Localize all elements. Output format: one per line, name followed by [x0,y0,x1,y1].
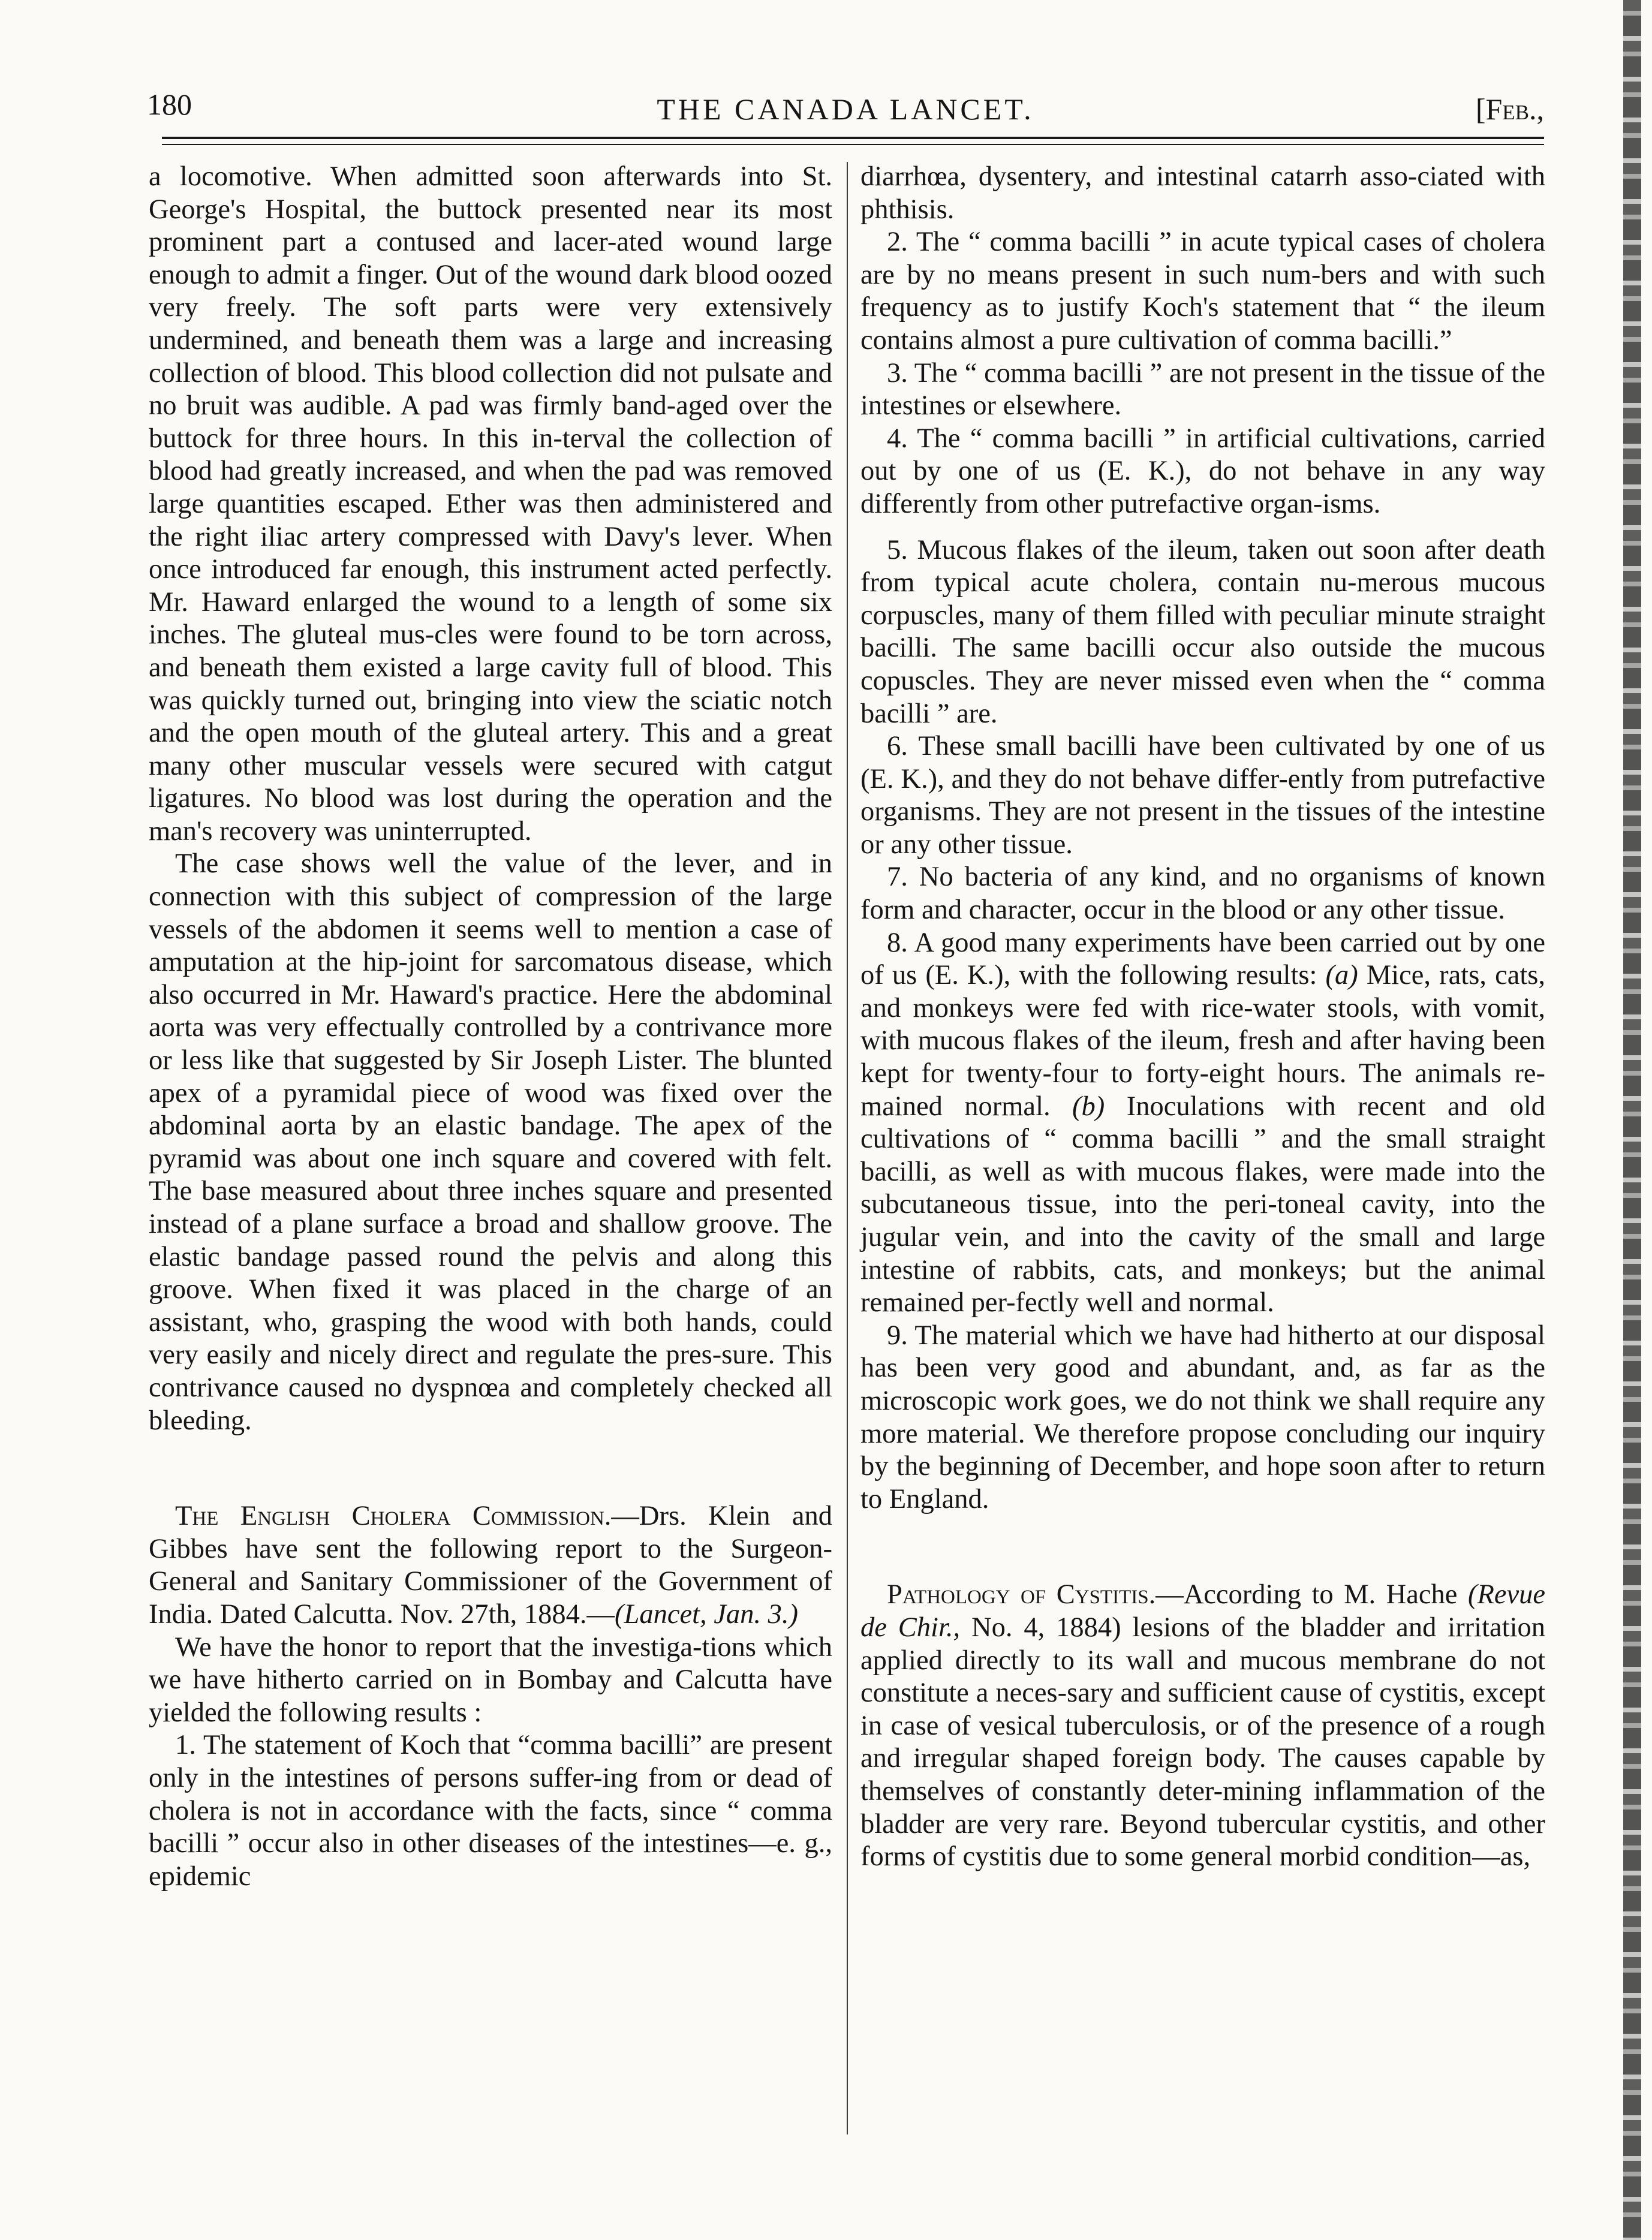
finding-4: 4. The “ comma bacilli ” in artificial cultivations, carried out by one of us (E. K.), do not behave in any way differently from other putrefactive organ-isms. [860,423,1545,519]
finding-8-text-a: Mice, rats, cats, and monkeys were fed with rice-water stools, with vomit, with mucous flakes of the ileum, fresh and after having been kept for twenty-four to forty-eight hours. The animals re-mained normal. [860,960,1545,1122]
finding-8-lead: 8. A good many experiments have been carried out by one of us (E. K.), with the following results: [860,927,1545,991]
cystitis-source-rest: No. 4, 1884) [971,1612,1121,1643]
finding-1-continued: diarrhœa, dysentery, and intestinal catarrh asso-ciated with phthisis. [860,161,1545,225]
finding-2: 2. The “ comma bacilli ” in acute typical cases of cholera are by no means present in such num-bers and with such frequency as to justify Koch's statement that “ the ileum contains almost a pure cultivation of comma bacilli.” [860,227,1545,356]
column-divider [847,162,848,2134]
finding-8-label-a: (a) [1325,960,1358,991]
journal-title: THE CANADA LANCET. [657,92,1034,126]
finding-7: 7. No bacteria of any kind, and no organisms of known form and character, occur in the blood or any other tissue. [860,862,1545,926]
cystitis-text: lesions of the bladder and irritation applied directly to its wall and mucous membrane do not constitute a neces-sary and sufficient cause of cystitis, except in case of vesical tuberculosis, or of the presence of a rough and irregular shaped foreign body. The causes capable by themselves of constantly deter-mining inflammation of the bladder are very rare. Beyond tubercular cystitis, and other forms of cystitis due to some general morbid condition—as, [860,1612,1545,1872]
finding-9: 9. The material which we have had hitherto at our disposal has been very good and abundant, and, as far as the microscopic work goes, we do not think we shall require any more material. We therefore propose concluding our inquiry by the beginning of December, and hope soon after to return to England. [860,1320,1545,1515]
cholera-source: (Lancet, Jan. 3.) [615,1598,799,1630]
finding-8 [860,927,1545,1320]
finding-8-text-b: Inoculations with recent and old cultivations of “ comma bacilli ” and the small straight bacilli, as well as with mucous flakes, were made into the subcutaneous tissue, into the peri-toneal cavity, into the jugular vein, and into the cavity of the small and large intestine of rabbits, cats, and monkeys; but the animal remained per-fectly well and normal. [860,1091,1546,1318]
paragraph-case-report: a locomotive. When admitted soon afterwards into St. George's Hospital, the buttock presented near its most prominent part a contused and lacer-ated wound large enough to admit a finger. Out of the wound dark blood oozed very freely. The soft parts were very extensively undermined, and beneath them was a large and increasing collection of blood. This blood collection did not pulsate and no bruit was audible. A pad was firmly band-aged over the buttock for three hours. In this in-terval the collection of blood had greatly increased, and when the pad was removed large quantities escaped. Ether was then administered and the right iliac artery compressed with Davy's lever. When once introduced far enough, this instrument acted perfectly. Mr. Haward enlarged the wound to a length of some six inches. The gluteal mus-cles were found to be torn across, and beneath them existed a large cavity full of blood. This was quickly turned out, bringing into view the sciatic notch and the open mouth of the gluteal artery. This and a great many other muscular vessels were secured with catgut ligatures. No blood was lost during the operation and the man's recovery was uninterrupted. [149,161,832,847]
section-heading-cholera: The English Cholera Commission. [175,1501,612,1532]
page-edge-binding [1623,0,1641,2240]
cystitis-paragraph [860,1579,1545,1873]
finding-5: 5. Mucous flakes of the ileum, taken out soon after death from typical acute cholera, contain nu-merous mucous corpuscles, many of them filled with peculiar minute straight bacilli. The same bacilli occur also outside the mucous copuscles. They are never missed even when the “ comma bacilli ” are. [860,534,1545,729]
issue-month: [Feb., [1475,92,1544,126]
running-header [147,87,1544,135]
finding-3: 3. The “ comma bacilli ” are not present in the tissue of the intestines or elsewhere. [860,357,1545,421]
report-intro: We have the honor to report that the investiga-tions which we have hitherto carried on in Bombay and Calcutta have yielded the following results : [149,1631,832,1728]
cholera-commission-intro [149,1500,832,1631]
finding-8-label-b: (b) [1072,1091,1105,1122]
section-heading-cystitis: Pathology of Cystitis. [887,1579,1156,1610]
page-number: 180 [147,88,192,121]
cholera-intro-text: —Drs. Klein and Gibbes have sent the following report to the Surgeon-General and Sanitary Commissioner of the Government of India. Dated Calcutta. Nov. 27th, 1884.— [149,1501,833,1630]
header-rule-thin [162,144,1544,145]
right-column [860,161,1545,1874]
finding-1: 1. The statement of Koch that “comma bacilli” are present only in the intestines of persons suffer-ing from or dead of cholera is not in accordance with the facts, since “ comma bacilli ” occur also in other diseases of the intestines—e. g., epidemic [149,1730,832,1892]
left-column [149,161,832,1893]
cystitis-source: (Revue de Chir., [860,1579,1546,1643]
cystitis-pre: —According to M. Hache [1156,1579,1458,1610]
header-rule-thick [162,137,1544,139]
paragraph-lever-value: The case shows well the value of the lever, and in connection with this subject of compression of the large vessels of the abdomen it seems well to mention a case of amputation at the hip-joint for sarcomatous disease, which also occurred in Mr. Haward's practice. Here the abdominal aorta was very effectually controlled by a contrivance more or less like that suggested by Sir Joseph Lister. The blunted apex of a pyramidal piece of wood was fixed over the abdominal aorta by an elastic bandage. The apex of the pyramid was about one inch square and covered with felt. The base measured about three inches square and presented instead of a plane surface a broad and shallow groove. The elastic bandage passed round the pelvis and along this groove. When fixed it was placed in the charge of an assistant, who, grasping the wood with both hands, could very easily and nicely direct and regulate the pres-sure. This contrivance caused no dyspnœa and completely checked all bleeding. [149,848,832,1436]
finding-6: 6. These small bacilli have been cultivated by one of us (E. K.), and they do not behave differ-ently from putrefactive organisms. They are not present in the tissues of the intestine or any other tissue. [860,731,1545,860]
